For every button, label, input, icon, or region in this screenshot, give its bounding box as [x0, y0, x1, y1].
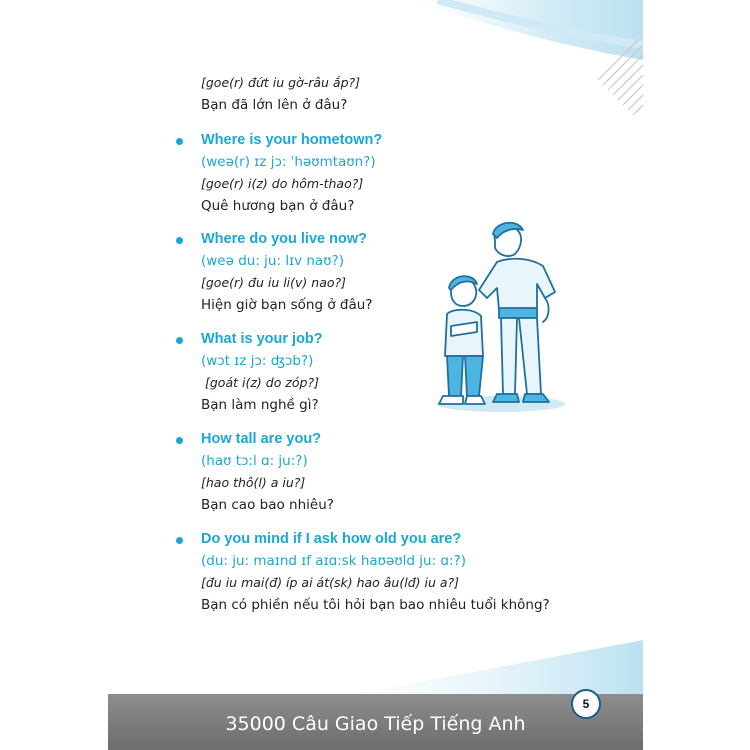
english-phrase: Do you mind if I ask how old you are?	[201, 531, 462, 547]
vietnamese-pronunciation: [hao thô(l) a iu?]	[201, 475, 306, 490]
vietnamese-translation: Quê hương bạn ở đâu?	[201, 198, 355, 214]
ipa-transcription: (du: ju: maɪnd ɪf aɪɑ:sk haʊəʊld ju: ɑ:?)	[201, 553, 466, 569]
book-title: 35000 Câu Giao Tiếp Tiếng Anh	[225, 713, 526, 735]
ipa-transcription: (weə(r) ɪz jɔ: ˈhəʊmtaʊn?)	[201, 154, 376, 170]
english-phrase: How tall are you?	[201, 431, 322, 447]
footer-bar	[108, 694, 643, 750]
english-phrase: Where do you live now?	[201, 231, 367, 247]
vietnamese-pronunciation: [goe(r) i(z) do hôm-thao?]	[201, 176, 364, 191]
bullet-icon	[176, 138, 183, 145]
ipa-transcription: (haʊ tɔ:l ɑ: ju:?)	[201, 453, 308, 469]
vietnamese-pronunciation: [goe(r) đu iu li(v) nao?]	[201, 275, 347, 290]
ipa-transcription: (weə du: ju: lɪv naʊ?)	[201, 253, 344, 269]
page-number: 5	[571, 689, 601, 719]
ipa-transcription: (wɔt ɪz jɔ: ʤɔb?)	[201, 353, 314, 369]
vietnamese-translation: Bạn làm nghề gì?	[201, 397, 319, 413]
vietnamese-pronunciation: [đu iu mai(đ) íp ai át(sk) hao âu(lđ) iu a?]	[201, 575, 460, 590]
vietnamese-pronunciation: [goát i(z) do zóp?]	[205, 375, 319, 390]
english-phrase: Where is your hometown?	[201, 132, 383, 148]
book-page	[108, 0, 643, 750]
vietnamese-translation: Hiện giờ bạn sống ở đâu?	[201, 297, 373, 313]
bullet-icon	[176, 337, 183, 344]
bullet-icon	[176, 537, 183, 544]
bullet-icon	[176, 437, 183, 444]
intro-lines	[201, 72, 360, 116]
father-and-son-illustration	[433, 218, 568, 418]
english-phrase: What is your job?	[201, 331, 323, 347]
vietnamese-translation: Bạn có phiền nếu tôi hỏi bạn bao nhiêu tuổi không?	[201, 597, 550, 613]
intro-pronunciation: [goe(r) đứt iu gờ-râu ắp?]	[201, 75, 361, 90]
bullet-icon	[176, 237, 183, 244]
vietnamese-translation: Bạn cao bao nhiêu?	[201, 497, 334, 513]
intro-translation: Bạn đã lớn lên ở đâu?	[201, 97, 348, 113]
